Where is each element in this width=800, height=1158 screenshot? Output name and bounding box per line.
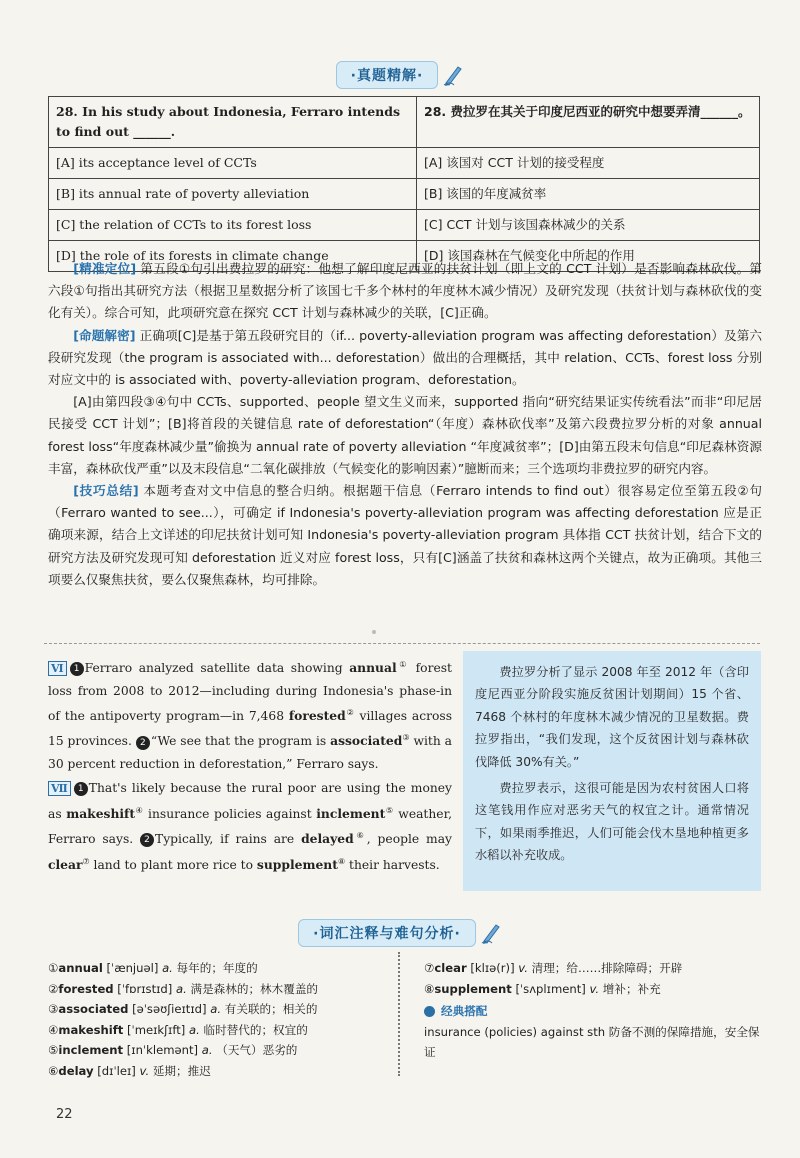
footnote-marker: ①	[396, 660, 410, 669]
vocab-word: makeshift	[58, 1022, 124, 1037]
divider-dot	[372, 630, 376, 634]
sentence-number: 1	[70, 662, 84, 676]
option-en: [D] the role of its forests in climate change	[49, 241, 417, 272]
collocation-heading	[424, 1001, 762, 1022]
vocab-def: 有关联的；相关的	[224, 1002, 318, 1017]
tag-tips: [技巧总结]	[73, 483, 139, 499]
vocab-list-right	[424, 958, 762, 1063]
vocab-pos: a.	[201, 1043, 213, 1058]
vocab-pos: v.	[518, 961, 528, 975]
vocab-pos: v.	[589, 981, 600, 996]
vocab-entry	[424, 979, 762, 1000]
footnote-marker: ②	[345, 707, 355, 717]
bullet-dot-icon	[424, 1006, 435, 1017]
analysis-text: 第五段①句引出费拉罗的研究：他想了解印度尼西亚的扶贫计划（即上文的 CCT 计划）是否影响森林砍伐。第六段①句指出其研究方法（根据卫星数据分析了该国七千多个林村的年度林木减少情况）及研究发现（扶贫计划与森林砍伐的变化有关）。综合可知，此项研究意在探究 CCT 计划与森林减少的关联，[C]正确。	[48, 261, 762, 321]
vocab-pos: v.	[139, 1063, 150, 1078]
section-banner-vocab	[290, 920, 510, 946]
footnote-marker: ③	[402, 733, 410, 743]
vocab-entry	[48, 1020, 388, 1041]
vocab-def: 清理；给……排除障碍；开辟	[531, 961, 683, 975]
vocab-word: supplement	[256, 856, 338, 872]
vocab-num: ⑥	[48, 1063, 59, 1078]
option-zh: [B] 该国的年度减贫率	[417, 179, 760, 210]
vocab-num: ④	[48, 1022, 59, 1037]
vocab-word: inclement	[316, 805, 386, 821]
vocab-entry	[48, 958, 388, 979]
vocab-num: ②	[48, 981, 59, 996]
passage-text: villages across 15 provinces.	[48, 709, 453, 749]
passage-text: “We see that the program is	[150, 734, 331, 749]
footnote-marker: ⑥	[353, 831, 367, 841]
sentence-number: 2	[136, 736, 150, 750]
vocab-def: 增补；补充	[602, 981, 661, 996]
vocab-entry	[48, 1061, 388, 1082]
collocation-title: 经典搭配	[441, 1004, 488, 1019]
vocab-pos: a.	[162, 961, 173, 975]
vocab-entry	[48, 979, 388, 1000]
option-zh: [A] 该国对 CCT 计划的接受程度	[417, 148, 760, 179]
vocab-word: associated	[330, 733, 403, 749]
vocab-ipa: [klɪə(r)]	[470, 961, 515, 975]
vocab-ipa: [ˈænjuəl]	[106, 961, 159, 975]
footnote-marker: ⑧	[337, 856, 346, 866]
option-en: [A] its acceptance level of CCTs	[49, 148, 417, 179]
vocab-word: supplement	[434, 981, 512, 996]
vocab-ipa: [ɪnˈklemənt]	[126, 1043, 199, 1058]
passage-text: with a 30 percent reduction in deforestation,” Ferraro says.	[48, 734, 452, 771]
passage-text: That's likely because the rural poor are using the money as	[48, 781, 452, 821]
vocab-def: （天气）恶劣的	[216, 1043, 298, 1058]
question-table	[48, 96, 760, 272]
vocab-word: annual	[58, 961, 103, 975]
vocab-word: clear	[434, 961, 467, 975]
analysis-precise-location	[48, 258, 762, 325]
vocab-list-left	[48, 958, 388, 1082]
vocab-def: 每年的；年度的	[176, 961, 258, 975]
passage-text: Ferraro analyzed satellite data showing	[84, 661, 350, 676]
vocab-entry	[48, 1040, 388, 1061]
vocab-word: delay	[58, 1063, 94, 1078]
pen-icon	[442, 63, 464, 87]
pen-icon	[480, 921, 502, 945]
analysis-text: 正确项[C]是基于第五段研究目的（if... poverty-alleviation program was affecting deforestation）及第六段研究发现（the program is associated with... deforestation）做出的合理概括，其中 relation、CCTs、forest loss 分别对应文中的 is associated with、poverty-alleviation program、deforestation。	[48, 327, 762, 388]
dashed-divider	[44, 643, 760, 644]
vocab-def: 临时替代的；权宜的	[203, 1022, 308, 1037]
vocab-pos: a.	[210, 1002, 222, 1017]
vocab-num: ⑤	[48, 1043, 59, 1058]
passage-excerpt	[48, 654, 452, 876]
option-zh: [D] 该国森林在气候变化中所起的作用	[417, 241, 760, 272]
question-stem-en: 28. In his study about Indonesia, Ferraro intends to find out ______.	[49, 97, 417, 148]
vocab-def: 满是森林的；林木覆盖的	[190, 981, 319, 996]
vocab-word: forested	[58, 981, 114, 996]
vocab-word: associated	[58, 1002, 129, 1017]
spiral-divider	[398, 952, 410, 1076]
banner-title: ·真题精解·	[336, 61, 439, 89]
section-banner-exam-analysis	[320, 62, 480, 88]
tag-precise-location: [精准定位]	[73, 261, 137, 276]
passage-text: land to plant more rice to	[89, 857, 257, 872]
vocab-num: ⑧	[424, 981, 435, 996]
sentence-number: 1	[74, 782, 88, 796]
collocation-text: insurance (policies) against sth 防备不测的保障措施，安全保证	[424, 1024, 760, 1060]
vocab-num: ⑦	[424, 961, 435, 975]
option-en: [B] its annual rate of poverty alleviation	[49, 179, 417, 210]
vocab-ipa: [dɪˈleɪ]	[97, 1063, 136, 1078]
translation-paragraph-7: 费拉罗表示，这很可能是因为农村贫困人口将这笔钱用作应对恶劣天气的权宜之计。通常情况下，如果雨季推迟，人们可能会伐木垦地种植更多水稻以补充收成。	[475, 781, 749, 863]
vocab-pos: a.	[176, 981, 187, 996]
vocab-ipa: [ˈfɒrɪstɪd]	[117, 981, 173, 996]
vocab-entry	[424, 958, 762, 979]
passage-text: Typically, if rains are	[155, 832, 302, 847]
vocab-word: inclement	[58, 1043, 124, 1058]
vocab-num: ①	[48, 961, 59, 975]
passage-text: insurance policies against	[143, 806, 317, 821]
paragraph-marker: Ⅵ	[48, 661, 67, 676]
paragraph-6	[48, 654, 452, 775]
option-row-c	[49, 210, 760, 241]
vocab-entry	[48, 999, 388, 1020]
vocab-def: 延期；推迟	[152, 1063, 211, 1078]
option-zh: [C] CCT 计划与该国森林减少的关系	[417, 210, 760, 241]
vocab-ipa: [ˈmeɪkʃɪft]	[126, 1022, 186, 1037]
paragraph-marker: Ⅶ	[48, 781, 71, 796]
question-stem-zh: 28. 费拉罗在其关于印度尼西亚的研究中想要弄清______。	[417, 97, 760, 148]
option-row-b	[49, 179, 760, 210]
footnote-marker: ⑤	[385, 805, 394, 815]
analysis-distractors: [A]由第四段③④句中 CCTs、supported、people 望文生义而来，supported 指向“研究结果证实传统看法”而非“印尼居民接受 CCT 计划”；[B]将首段的关键信息 rate of deforestation“（年度）森林砍伐率”及第六段费拉罗分析的对象 annual forest loss“年度森林减少量”偷换为 annual rate of poverty alleviation “年度减贫率”；[D]由第五段末句信息“印尼森林资源丰富，森林砍伐严重”以及末段信息“二氧化碳排放（气候变化的影响因素）”臆断而来；三个选项均非费拉罗的研究内容。	[48, 394, 762, 476]
vocab-word: delayed	[301, 831, 354, 847]
sentence-number: 2	[140, 833, 154, 847]
vocab-word: makeshift	[66, 805, 136, 821]
vocab-word: forested	[288, 708, 346, 723]
banner-title: ·词汇注释与难句分析·	[298, 919, 476, 947]
vocab-ipa: [əˈsəʊʃieɪtɪd]	[132, 1002, 207, 1017]
passage-text: weather, Ferraro says.	[48, 806, 453, 847]
analysis-proposition	[48, 325, 762, 392]
vocab-num: ③	[48, 1002, 59, 1017]
passage-text: forest loss from 2008 to 2012—including during Indonesia's phase-in of the antipoverty program—in 7,468	[48, 661, 452, 723]
vocab-word: clear	[48, 856, 83, 872]
vocab-ipa: [ˈsʌplɪment]	[515, 981, 586, 996]
option-en: [C] the relation of CCTs to its forest loss	[49, 210, 417, 241]
footnote-marker: ⑦	[82, 856, 90, 866]
paragraph-7	[48, 777, 452, 876]
passage-text: their harvests.	[345, 857, 440, 872]
passage-text: , people may	[366, 832, 452, 847]
option-row-a	[49, 148, 760, 179]
footnote-marker: ④	[135, 805, 144, 815]
page-number: 22	[56, 1107, 73, 1122]
translation-box	[463, 651, 761, 891]
vocab-word: annual	[349, 660, 397, 676]
analysis-block	[48, 258, 762, 591]
question-stem-row	[49, 97, 760, 148]
tag-proposition: [命题解密]	[73, 327, 136, 343]
analysis-text: 本题考查对文中信息的整合归纳。根据题干信息（Ferraro intends to find out）很容易定位至第五段②句（Ferraro wanted to see...），可确定 if Indonesia's poverty-alleviation program was affecting deforestation 应是正确项来源，结合上文详述的印尼扶贫计划可知 Indonesia's poverty-alleviation program 具体指 CCT 扶贫计划，结合下文的研究方法及研究发现可知 deforestation 近义对应 forest loss，只有[C]涵盖了扶贫和森林这两个关键点，故为正确项。其他三项要么仅聚焦扶贫，要么仅聚焦森林，均可排除。	[48, 483, 762, 587]
translation-paragraph-6: 费拉罗分析了显示 2008 年至 2012 年（含印度尼西亚分阶段实施反贫困计划期间）15 个省、7468 个林村的年度林木减少情况的卫星数据。费拉罗指出，“我们发现，这个反贫困计划与森林砍伐降低 30%有关。”	[475, 665, 749, 769]
vocab-pos: a.	[188, 1022, 200, 1037]
analysis-tips	[48, 480, 762, 591]
